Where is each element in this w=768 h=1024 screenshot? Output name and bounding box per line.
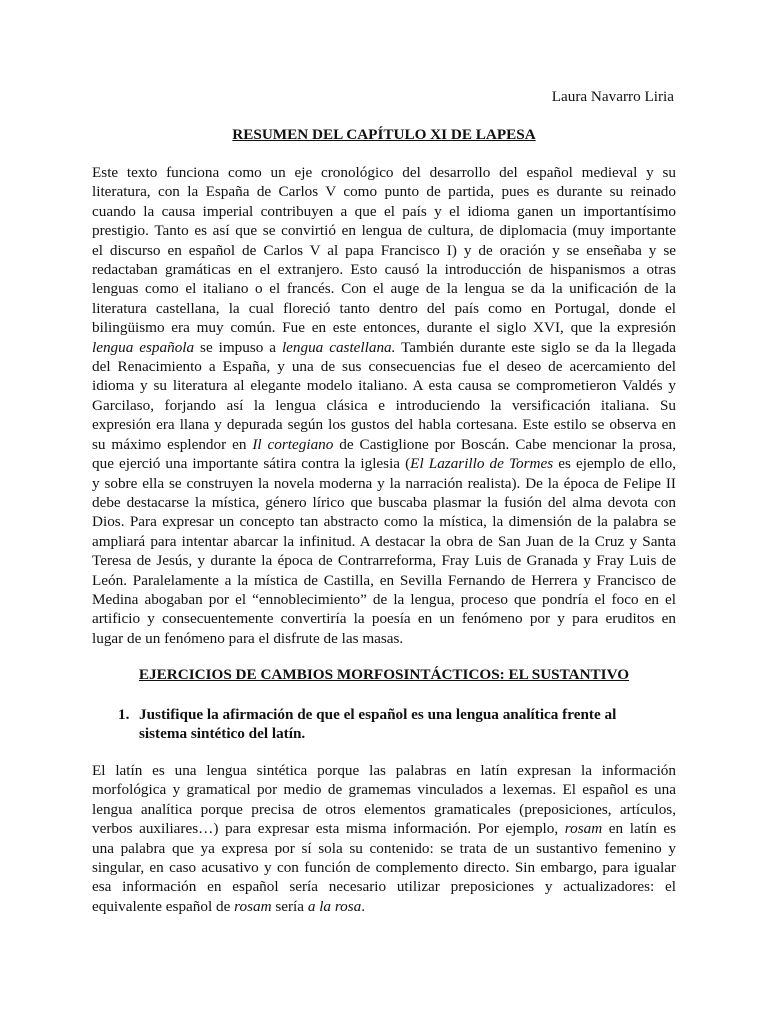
text-run: Medina abogaban por el “ennoblecimiento” de la lengua, proceso que pondría el foco en el <box>92 590 676 608</box>
text-line <box>92 260 676 279</box>
document-title: RESUMEN DEL CAPÍTULO XI DE LAPESA <box>232 126 536 143</box>
text-line <box>92 338 676 357</box>
text-line <box>92 182 676 201</box>
text-run: y sobre ella se construyen la novela moderna y la narración realista). De la época de Felipe II <box>92 474 676 492</box>
text-run: en latín es <box>602 820 676 838</box>
question-line: sistema sintético del latín. <box>139 725 306 743</box>
text-run: equivalente español de <box>92 897 235 915</box>
author-name: Laura Navarro Liria <box>551 88 674 105</box>
text-run: morfológica y gramatical por medio de gramemas vinculados a lexemas. El español es una <box>92 781 676 799</box>
text-run: singular, en caso acusativo y con función de complemento directo. Sin embargo, para igualar <box>92 859 676 877</box>
text-line <box>92 551 676 570</box>
text-run: su máximo esplendor en <box>92 435 253 453</box>
text-line <box>92 839 676 858</box>
text-run: lengua analítica porque precisa de otros elementos gramaticales (preposiciones, artículos, <box>92 800 676 818</box>
text-run: se impuso a <box>194 338 282 356</box>
text-run: cuando la causa imperial contribuyen a que el país y el idioma ganen un importantísimo <box>92 202 676 220</box>
text-run: Teresa de Jesús, y durante la época de Contrarreforma, Fray Luis de Granada y Fray Luis de <box>92 552 676 570</box>
italic-text: lengua española <box>92 338 195 356</box>
text-line <box>92 761 676 780</box>
text-run: León. Paralelamente a la mística de Castilla, en Sevilla Fernando de Herrera y Francisco de <box>92 571 676 589</box>
answer-paragraph <box>92 761 676 916</box>
text-line <box>92 299 676 318</box>
text-line <box>92 202 676 221</box>
text-line <box>92 819 676 838</box>
text-line <box>92 396 676 415</box>
text-run: . <box>361 897 366 915</box>
text-line <box>92 897 676 916</box>
text-run: También durante este siglo se da la llegada <box>395 338 676 356</box>
text-line <box>92 877 676 896</box>
text-line <box>92 858 676 877</box>
text-run: lugar de un fenómeno para el disfrute de las masas. <box>92 629 404 647</box>
text-run: una palabra que ya expresa por sí sola su contenido: se trata de un sustantivo femenino y <box>92 839 676 857</box>
text-line <box>92 318 676 337</box>
question-number: 1. <box>118 706 130 723</box>
text-run: el discurso en español de Carlos V al papa Francisco I) y de oración y se enseñaba y se <box>92 241 676 259</box>
question-line: Justifique la afirmación de que el español es una lengua analítica frente al <box>139 706 617 723</box>
italic-text: rosam <box>234 897 272 915</box>
section-title: EJERCICIOS DE CAMBIOS MORFOSINTÁCTICOS: EL SUSTANTIVO <box>138 666 630 683</box>
text-run: prestigio. Tanto es así que se convirtió en lengua de cultura, de diplomacia (muy importante <box>92 222 676 240</box>
italic-text: El Lazarillo de Tormes <box>410 455 554 473</box>
text-run: sería <box>271 897 308 915</box>
italic-text: Il cortegiano <box>252 435 334 453</box>
intro-paragraph <box>92 163 676 648</box>
text-run: debe destacarse la mística, género lírico que buscaba plasmar la fusión del alma devota con <box>92 493 676 511</box>
text-run: idioma y su literatura al elegante modelo italiano. A esta causa se comprometieron Valdés y <box>92 377 676 395</box>
text-line <box>92 571 676 590</box>
text-run: Este texto funciona como un eje cronológico del desarrollo del español medieval y su <box>92 164 676 181</box>
text-line <box>92 415 676 434</box>
text-run: bilingüismo era muy común. Fue en este entonces, durante el siglo XVI, que la expresión <box>92 319 676 337</box>
text-run: El latín es una lengua sintética porque las palabras en latín expresan la información <box>92 762 676 779</box>
text-run: artificio y consecuentemente convertiría la poesía en un fenómeno por y para eruditos en <box>92 610 676 628</box>
question-item <box>118 705 699 744</box>
italic-text: a la rosa <box>307 897 362 915</box>
text-line <box>92 376 676 395</box>
text-line <box>92 512 676 531</box>
italic-text: rosam <box>564 820 603 838</box>
text-line <box>92 493 676 512</box>
text-run: es ejemplo de ello, <box>553 455 676 473</box>
text-line <box>92 590 676 609</box>
text-run: Garcilaso, forjando así la lengua clásica e introduciendo la versificación italiana. Su <box>92 396 676 414</box>
text-line <box>92 532 676 551</box>
text-run: Dios. Para expresar un concepto tan abstracto como la mística, la dimensión de la palabra se <box>92 513 676 531</box>
text-run: lenguas como el italiano o el francés. Con el auge de la lengua se da la unificación de la <box>92 280 676 298</box>
text-run: que ejerció una importante sátira contra la iglesia ( <box>92 455 411 473</box>
text-line <box>92 221 676 240</box>
text-line <box>92 780 676 799</box>
text-run: esa información en español sería necesario utilizar preposiciones y actualizadores: el <box>92 878 676 896</box>
text-line <box>92 609 676 628</box>
text-line <box>92 279 676 298</box>
text-run: literatura castellana, la cual floreció tanto dentro del país como en Portugal, donde el <box>92 299 676 317</box>
text-run: redactaban gramáticas en el extranjero. Esto causó la introducción de hispanismos a otras <box>92 261 676 279</box>
text-line <box>92 454 676 473</box>
text-line <box>92 241 676 260</box>
text-run: verbos auxiliares…) para expresar esta misma información. Por ejemplo, <box>92 820 565 838</box>
italic-text: lengua castellana. <box>281 338 396 356</box>
text-line <box>92 357 676 376</box>
text-run: del Renacimiento a España, y una de sus consecuencias fue el deseo de acercamiento del <box>92 358 676 376</box>
text-line <box>92 474 676 493</box>
text-line <box>92 435 676 454</box>
text-run: de Castiglione por Boscán. Cabe mencionar la prosa, <box>333 435 676 453</box>
text-run: ampliará para intentar abarcar la infinitud. A destacar la obra de San Juan de la Cruz y Santa <box>92 532 676 550</box>
text-line <box>92 163 676 182</box>
text-run: literatura, con la España de Carlos V como punto de partida, pues es durante su reinado <box>92 183 676 201</box>
text-line <box>92 800 676 819</box>
text-run: expresión era llana y depurada según los gustos del habla cortesana. Este estilo se observa en <box>92 416 676 434</box>
text-line <box>92 629 676 648</box>
